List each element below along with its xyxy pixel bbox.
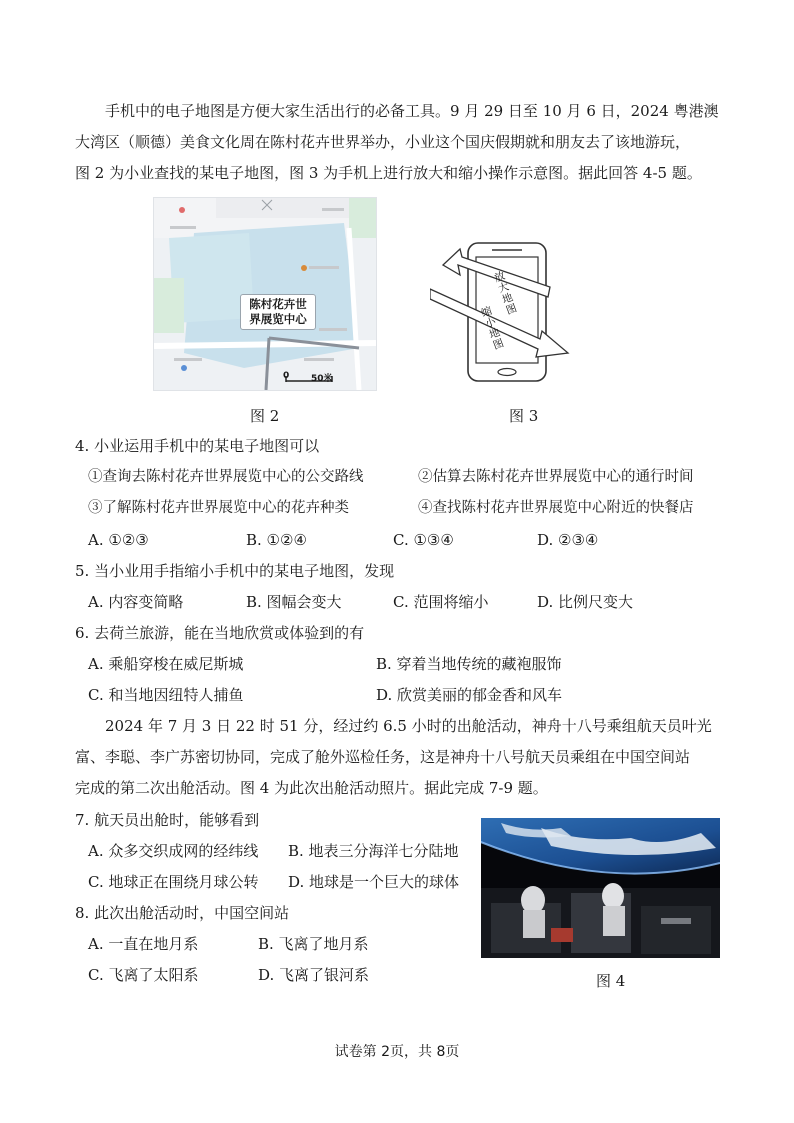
q8-choice-a: A. 一直在地月系 [88,935,199,953]
q5-choice-c: C. 范围将缩小 [393,593,489,611]
map-label-exhibition-center [240,294,316,330]
q7-choice-b: B. 地表三分海洋七分陆地 [288,842,459,860]
q6-choice-d: D. 欣赏美丽的郁金香和风车 [376,686,563,704]
q7-choice-d: D. 地球是一个巨大的球体 [288,873,460,891]
q4-choice-a: A. ①②③ [88,531,149,549]
q4-stem: 4. 小业运用手机中的某电子地图可以 [75,437,320,455]
q8-stem: 8. 此次出舱活动时，中国空间站 [75,904,290,922]
page-footer: 试卷第 2页，共 8页 [334,1044,460,1060]
scale-value: 50米 [311,374,333,384]
q4-option-1: ①查询去陈村花卉世界展览中心的公交路线 [88,469,364,485]
q6-choice-a: A. 乘船穿梭在威尼斯城 [88,655,244,673]
q4-option-3: ③了解陈村花卉世界展览中心的花卉种类 [88,500,349,516]
intro2-line-2: 富、李聪、李广苏密切协同，完成了舱外巡检任务，这是神舟十八号航天员乘组在中国空间站 [75,748,691,766]
q8-choice-d: D. 飞离了银河系 [258,966,370,984]
q5-choice-a: A. 内容变简略 [88,593,184,611]
scale-zero: 0 [283,371,290,381]
intro2-line-3: 完成的第二次出舱活动。图 4 为此次出舱活动照片。据此完成 7-9 题。 [75,779,548,797]
q5-stem: 5. 当小业用手指缩小手机中的某电子地图，发现 [75,562,395,580]
q6-choice-b: B. 穿着当地传统的藏袍服饰 [376,655,562,673]
astronaut-2 [602,883,624,909]
q4-option-4: ④查找陈村花卉世界展览中心附近的快餐店 [418,500,694,516]
astronaut-1 [521,886,545,914]
q4-choice-d: D. ②③④ [537,531,599,549]
q8-choice-c: C. 飞离了太阳系 [88,966,199,984]
figure-3-caption: 图 3 [509,407,539,425]
q4-option-2: ②估算去陈村花卉世界展览中心的通行时间 [418,469,694,485]
q4-choice-b: B. ①②④ [246,531,307,549]
intro-line-2: 大湾区（顺德）美食文化周在陈村花卉世界举办，小业这个国庆假期就和朋友去了该地游玩， [75,133,691,151]
figure-2-map [153,197,377,391]
zoom-in-label: 放大地图 [491,269,519,317]
q5-choice-b: B. 图幅会变大 [246,593,342,611]
intro-line-3: 图 2 为小业查找的某电子地图，图 3 为手机上进行放大和缩小操作示意图。据此回答 4-5 题。 [75,164,702,182]
map-label-line-1: 陈村花卉世 [249,297,307,311]
q5-choice-d: D. 比例尺变大 [537,593,634,611]
figure-4-caption: 图 4 [596,972,626,990]
q7-choice-c: C. 地球正在围绕月球公转 [88,873,259,891]
q6-choice-c: C. 和当地因纽特人捕鱼 [88,686,244,704]
figure-3-phone [430,227,570,389]
q7-stem: 7. 航天员出舱时，能够看到 [75,811,260,829]
figure-2-caption: 图 2 [250,407,280,425]
map-label-line-2: 界展览中心 [249,312,307,326]
spacewalk-graphic [481,818,720,958]
q6-stem: 6. 去荷兰旅游，能在当地欣赏或体验到的有 [75,624,365,642]
intro2-line-1: 2024 年 7 月 3 日 22 时 51 分，经过约 6.5 小时的出舱活动，神舟十八号乘组航天员叶光 [105,717,712,735]
q8-choice-b: B. 飞离了地月系 [258,935,369,953]
intro-line-1: 手机中的电子地图是方便大家生活出行的必备工具。9 月 29 日至 10 月 6 日，2024 粤港澳 [105,102,719,120]
q4-choice-c: C. ①③④ [393,531,454,549]
q7-choice-a: A. 众多交织成网的经纬线 [88,842,259,860]
phone-graphic [430,227,570,389]
zoom-out-label: 缩小地图 [478,304,506,352]
figure-4-photo [481,818,720,958]
